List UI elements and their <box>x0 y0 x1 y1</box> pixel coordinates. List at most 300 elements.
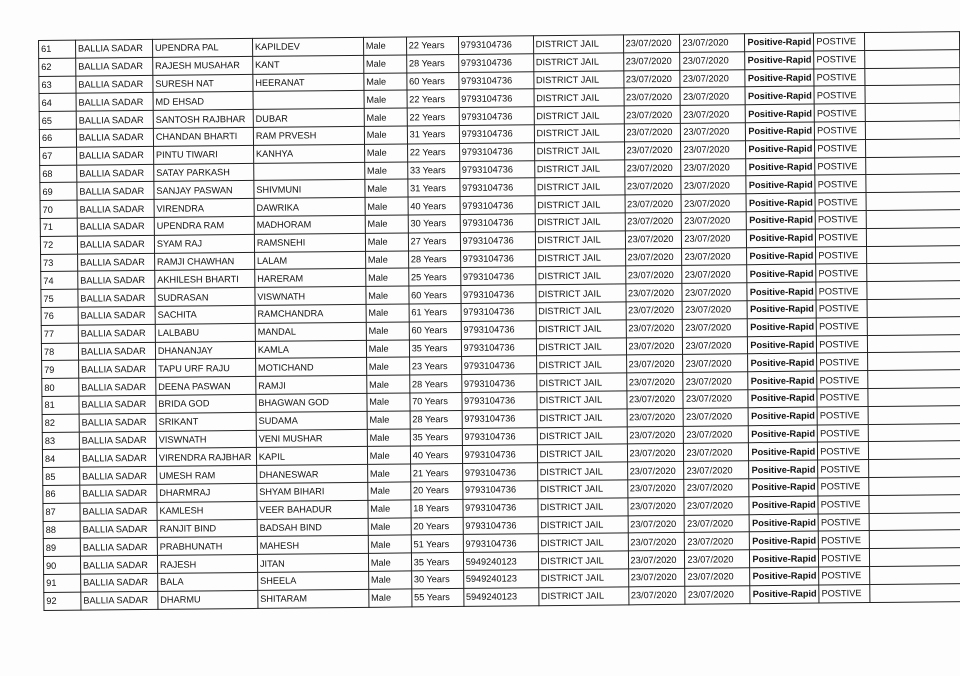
block-cell: BALLIA SADAR <box>79 395 156 414</box>
result-cell: POSTIVE <box>818 513 869 531</box>
serial-number-cell: 72 <box>40 236 77 254</box>
age-cell: 35 Years <box>411 553 463 571</box>
sample-date-cell: 23/07/2020 <box>627 408 684 426</box>
father-name-cell: HARERAM <box>255 269 366 288</box>
address-cell: DISTRICT JAIL <box>538 569 628 588</box>
empty-cell <box>869 494 960 513</box>
result-cell: POSTIVE <box>816 228 867 246</box>
age-cell: 60 Years <box>409 321 461 339</box>
mobile-cell: 9793104736 <box>462 427 537 446</box>
block-cell: BALLIA SADAR <box>81 591 158 610</box>
serial-number-cell: 67 <box>40 147 77 165</box>
sample-date-cell: 23/07/2020 <box>625 248 682 266</box>
gender-cell: Male <box>366 286 409 304</box>
empty-cell <box>868 370 960 389</box>
serial-number-cell: 74 <box>41 271 78 289</box>
father-name-cell: HEERANAT <box>253 73 364 92</box>
block-cell: BALLIA SADAR <box>78 342 155 361</box>
gender-cell: Male <box>365 268 408 286</box>
mobile-cell: 9793104736 <box>461 374 536 393</box>
age-cell: 22 Years <box>407 108 459 126</box>
age-cell: 25 Years <box>408 268 460 286</box>
block-cell: BALLIA SADAR <box>77 182 154 201</box>
father-name-cell: KAMLA <box>255 340 366 359</box>
test-type-cell: Positive-Rapid <box>750 514 819 532</box>
name-cell: VISWNATH <box>156 430 256 449</box>
address-cell: DISTRICT JAIL <box>536 302 626 321</box>
test-type-cell: Positive-Rapid <box>748 353 817 371</box>
block-cell: BALLIA SADAR <box>77 164 154 183</box>
sample-date-cell: 23/07/2020 <box>623 88 680 106</box>
mobile-cell: 9793104736 <box>460 214 535 233</box>
age-cell: 28 Years <box>408 250 460 268</box>
result-date-cell: 23/07/2020 <box>682 265 747 283</box>
result-date-cell: 23/07/2020 <box>681 140 746 158</box>
sample-date-cell: 23/07/2020 <box>624 141 681 159</box>
result-date-cell: 23/07/2020 <box>680 69 745 87</box>
gender-cell: Male <box>369 589 412 607</box>
sample-date-cell: 23/07/2020 <box>628 568 685 586</box>
empty-cell <box>866 138 960 157</box>
address-cell: DISTRICT JAIL <box>533 35 623 54</box>
address-cell: DISTRICT JAIL <box>535 213 625 232</box>
gender-cell: Male <box>366 339 409 357</box>
address-cell: DISTRICT JAIL <box>536 320 626 339</box>
block-cell: BALLIA SADAR <box>79 413 156 432</box>
block-cell: BALLIA SADAR <box>80 467 157 486</box>
mobile-cell: 5949240123 <box>463 552 538 571</box>
block-cell: BALLIA SADAR <box>77 217 154 236</box>
block-cell: BALLIA SADAR <box>80 520 157 539</box>
mobile-cell: 9793104736 <box>460 249 535 268</box>
result-date-cell: 23/07/2020 <box>684 496 749 514</box>
name-cell: DHARMU <box>158 590 258 609</box>
gender-cell: Male <box>365 197 408 215</box>
test-type-cell: Positive-Rapid <box>746 140 815 158</box>
name-cell: RAJESH MUSAHAR <box>153 56 253 75</box>
block-cell: BALLIA SADAR <box>80 538 157 557</box>
result-cell: POSTIVE <box>817 371 868 389</box>
block-cell: BALLIA SADAR <box>76 93 153 112</box>
gender-cell: Male <box>367 411 410 429</box>
empty-cell <box>865 67 960 86</box>
name-cell: UMESH RAM <box>156 466 256 485</box>
mobile-cell: 9793104736 <box>462 409 537 428</box>
name-cell: LALBABU <box>155 323 255 342</box>
address-cell: DISTRICT JAIL <box>535 284 625 303</box>
result-date-cell: 23/07/2020 <box>685 585 750 603</box>
result-cell: POSTIVE <box>817 388 868 406</box>
mobile-cell: 9793104736 <box>459 107 534 126</box>
result-cell: POSTIVE <box>816 282 867 300</box>
result-cell: POSTIVE <box>819 531 870 549</box>
empty-cell <box>869 459 960 478</box>
test-type-cell: Positive-Rapid <box>748 407 817 425</box>
sample-date-cell: 23/07/2020 <box>624 123 681 141</box>
mobile-cell: 9793104736 <box>459 125 534 144</box>
block-cell: BALLIA SADAR <box>76 146 153 165</box>
father-name-cell: DUBAR <box>253 109 364 128</box>
result-date-cell: 23/07/2020 <box>681 105 746 123</box>
result-date-cell: 23/07/2020 <box>683 318 748 336</box>
father-name-cell: VEER BAHADUR <box>257 500 368 519</box>
age-cell: 20 Years <box>411 517 463 535</box>
gender-cell: Male <box>365 233 408 251</box>
age-cell: 31 Years <box>408 179 460 197</box>
gender-cell: Male <box>366 375 409 393</box>
name-cell: SRIKANT <box>156 412 256 431</box>
sample-date-cell: 23/07/2020 <box>625 195 682 213</box>
empty-cell <box>870 566 960 585</box>
gender-cell: Male <box>366 322 409 340</box>
block-cell: BALLIA SADAR <box>79 449 156 468</box>
father-name-cell: SHIVMUNI <box>254 180 365 199</box>
father-name-cell: RAMSNEHI <box>254 233 365 252</box>
test-type-cell: Positive-Rapid <box>748 336 817 354</box>
father-name-cell: MOTICHAND <box>255 358 366 377</box>
result-cell: POSTIVE <box>814 68 865 86</box>
empty-cell <box>865 32 960 51</box>
block-cell: BALLIA SADAR <box>76 111 153 130</box>
result-date-cell: 23/07/2020 <box>681 194 746 212</box>
test-type-cell: Positive-Rapid <box>745 51 814 69</box>
mobile-cell: 9793104736 <box>460 267 535 286</box>
result-cell: POSTIVE <box>818 460 869 478</box>
result-date-cell: 23/07/2020 <box>680 87 745 105</box>
result-cell: POSTIVE <box>819 566 870 584</box>
test-type-cell: Positive-Rapid <box>746 175 815 193</box>
sample-date-cell: 23/07/2020 <box>628 550 685 568</box>
block-cell: BALLIA SADAR <box>76 75 153 94</box>
mobile-cell: 5949240123 <box>463 587 538 606</box>
age-cell: 30 Years <box>411 570 463 588</box>
serial-number-cell: 61 <box>39 40 76 58</box>
result-date-cell: 23/07/2020 <box>683 372 748 390</box>
address-cell: DISTRICT JAIL <box>536 373 626 392</box>
address-cell: DISTRICT JAIL <box>536 337 626 356</box>
father-name-cell: RAM PRVESH <box>253 126 364 145</box>
address-cell: DISTRICT JAIL <box>538 587 628 606</box>
age-cell: 23 Years <box>409 357 461 375</box>
test-type-cell: Positive-Rapid <box>745 33 814 51</box>
father-name-cell: SHYAM BIHARI <box>257 482 368 501</box>
empty-cell <box>867 281 960 300</box>
block-cell: BALLIA SADAR <box>75 39 152 58</box>
serial-number-cell: 83 <box>42 432 79 450</box>
result-cell: POSTIVE <box>814 86 865 104</box>
address-cell: DISTRICT JAIL <box>538 498 628 517</box>
serial-number-cell: 64 <box>39 94 76 112</box>
sample-date-cell: 23/07/2020 <box>626 372 683 390</box>
test-type-cell: Positive-Rapid <box>750 549 819 567</box>
serial-number-cell: 80 <box>42 378 79 396</box>
sample-date-cell: 23/07/2020 <box>625 283 682 301</box>
serial-number-cell: 85 <box>43 467 80 485</box>
sample-date-cell: 23/07/2020 <box>625 230 682 248</box>
block-cell: BALLIA SADAR <box>77 200 154 219</box>
age-cell: 28 Years <box>406 54 458 72</box>
name-cell: SYAM RAJ <box>154 234 254 253</box>
address-cell: DISTRICT JAIL <box>536 355 626 374</box>
result-cell: POSTIVE <box>815 193 866 211</box>
father-name-cell: KANT <box>253 55 364 74</box>
test-type-cell: Positive-Rapid <box>748 371 817 389</box>
age-cell: 35 Years <box>409 339 461 357</box>
result-date-cell: 23/07/2020 <box>684 461 749 479</box>
address-cell: DISTRICT JAIL <box>534 159 624 178</box>
age-cell: 28 Years <box>410 410 462 428</box>
result-cell: POSTIVE <box>818 495 869 513</box>
father-name-cell <box>253 91 364 110</box>
name-cell: UPENDRA RAM <box>154 216 254 235</box>
block-cell: BALLIA SADAR <box>76 57 153 76</box>
gender-cell: Male <box>364 108 407 126</box>
empty-cell <box>868 334 960 353</box>
name-cell: SURESH NAT <box>153 74 253 93</box>
empty-cell <box>867 299 960 318</box>
age-cell: 40 Years <box>408 197 460 215</box>
test-type-cell: Positive-Rapid <box>750 567 819 585</box>
serial-number-cell: 90 <box>43 556 80 574</box>
mobile-cell: 9793104736 <box>461 285 536 304</box>
age-cell: 22 Years <box>406 36 458 54</box>
address-cell: DISTRICT JAIL <box>536 391 626 410</box>
sample-date-cell: 23/07/2020 <box>624 177 681 195</box>
empty-cell <box>867 227 960 246</box>
serial-number-cell: 78 <box>41 343 78 361</box>
sample-date-cell: 23/07/2020 <box>627 461 684 479</box>
empty-cell <box>870 548 960 567</box>
result-cell: POSTIVE <box>819 584 870 602</box>
empty-cell <box>869 512 960 531</box>
gender-cell: Male <box>368 553 411 571</box>
mobile-cell: 9793104736 <box>460 232 535 251</box>
serial-number-cell: 76 <box>41 307 78 325</box>
gender-cell: Male <box>365 251 408 269</box>
result-date-cell: 23/07/2020 <box>682 229 747 247</box>
name-cell: RAJESH <box>157 555 257 574</box>
sample-date-cell: 23/07/2020 <box>626 337 683 355</box>
mobile-cell: 9793104736 <box>463 498 538 517</box>
sample-date-cell: 23/07/2020 <box>623 70 680 88</box>
age-cell: 31 Years <box>407 125 459 143</box>
block-cell: BALLIA SADAR <box>79 431 156 450</box>
sample-date-cell: 23/07/2020 <box>624 159 681 177</box>
result-date-cell: 23/07/2020 <box>685 532 750 550</box>
gender-cell: Male <box>367 428 410 446</box>
father-name-cell: JITAN <box>257 553 368 572</box>
block-cell: BALLIA SADAR <box>81 573 158 592</box>
empty-cell <box>866 192 960 211</box>
sample-date-cell: 23/07/2020 <box>625 266 682 284</box>
address-cell: DISTRICT JAIL <box>534 124 624 143</box>
mobile-cell: 5949240123 <box>463 570 538 589</box>
test-type-cell: Positive-Rapid <box>749 478 818 496</box>
empty-cell <box>868 423 960 442</box>
serial-number-cell: 89 <box>43 538 80 556</box>
result-date-cell: 23/07/2020 <box>681 158 746 176</box>
gender-cell: Male <box>368 500 411 518</box>
father-name-cell: DAWRIKA <box>254 198 365 217</box>
sample-date-cell: 23/07/2020 <box>627 426 684 444</box>
father-name-cell: VISWNATH <box>255 287 366 306</box>
result-cell: POSTIVE <box>816 246 867 264</box>
name-cell: PINTU TIWARI <box>153 145 253 164</box>
empty-cell <box>868 388 960 407</box>
age-cell: 21 Years <box>410 464 462 482</box>
gender-cell: Male <box>365 215 408 233</box>
block-cell: BALLIA SADAR <box>78 360 155 379</box>
test-type-cell: Positive-Rapid <box>747 300 816 318</box>
serial-number-cell: 82 <box>42 414 79 432</box>
mobile-cell: 9793104736 <box>459 160 534 179</box>
mobile-cell: 9793104736 <box>461 356 536 375</box>
result-cell: POSTIVE <box>818 477 869 495</box>
name-cell: VIRENDRA <box>154 199 254 218</box>
empty-cell <box>866 121 960 140</box>
sample-date-cell: 23/07/2020 <box>626 319 683 337</box>
name-cell: DEENA PASWAN <box>156 377 256 396</box>
result-cell: POSTIVE <box>815 122 866 140</box>
mobile-cell: 9793104736 <box>463 534 538 553</box>
block-cell: BALLIA SADAR <box>80 555 157 574</box>
sample-date-cell: 23/07/2020 <box>627 444 684 462</box>
serial-number-cell: 87 <box>43 503 80 521</box>
gender-cell: Male <box>367 446 410 464</box>
mobile-cell: 9793104736 <box>463 516 538 535</box>
age-cell: 22 Years <box>407 90 459 108</box>
father-name-cell: LALAM <box>254 251 365 270</box>
sample-date-cell: 23/07/2020 <box>628 586 685 604</box>
age-cell: 33 Years <box>407 161 459 179</box>
father-name-cell: SUDAMA <box>256 411 367 430</box>
test-type-cell: Positive-Rapid <box>745 86 814 104</box>
gender-cell: Male <box>366 357 409 375</box>
sample-date-cell: 23/07/2020 <box>625 212 682 230</box>
age-cell: 35 Years <box>410 428 462 446</box>
empty-cell <box>867 263 960 282</box>
father-name-cell: MADHORAM <box>254 215 365 234</box>
test-type-cell: Positive-Rapid <box>747 247 816 265</box>
result-date-cell: 23/07/2020 <box>684 407 749 425</box>
result-date-cell: 23/07/2020 <box>684 443 749 461</box>
result-date-cell: 23/07/2020 <box>683 354 748 372</box>
serial-number-cell: 86 <box>43 485 80 503</box>
age-cell: 18 Years <box>411 499 463 517</box>
father-name-cell: RAMCHANDRA <box>255 304 366 323</box>
empty-cell <box>866 156 960 175</box>
empty-cell <box>865 103 960 122</box>
result-date-cell: 23/07/2020 <box>681 176 746 194</box>
age-cell: 20 Years <box>410 481 462 499</box>
address-cell: DISTRICT JAIL <box>537 444 627 463</box>
empty-cell <box>866 174 960 193</box>
gender-cell: Male <box>364 126 407 144</box>
test-type-cell: Positive-Rapid <box>747 282 816 300</box>
name-cell: KAMLESH <box>157 501 257 520</box>
result-cell: POSTIVE <box>816 317 867 335</box>
mobile-cell: 9793104736 <box>461 303 536 322</box>
name-cell: SUDRASAN <box>155 288 255 307</box>
age-cell: 27 Years <box>408 232 460 250</box>
table-body <box>39 32 960 610</box>
sample-date-cell: 23/07/2020 <box>626 355 683 373</box>
name-cell: PRABHUNATH <box>157 537 257 556</box>
result-cell: POSTIVE <box>814 33 865 51</box>
name-cell: MD EHSAD <box>153 92 253 111</box>
mobile-cell: 9793104736 <box>459 89 534 108</box>
address-cell: DISTRICT JAIL <box>534 88 624 107</box>
father-name-cell: KANHYA <box>253 144 364 163</box>
mobile-cell: 9793104736 <box>459 143 534 162</box>
name-cell: VIRENDRA RAJBHAR <box>156 448 256 467</box>
mobile-cell: 9793104736 <box>458 36 533 55</box>
serial-number-cell: 66 <box>39 129 76 147</box>
block-cell: BALLIA SADAR <box>78 306 155 325</box>
father-name-cell: BADSAH BIND <box>257 518 368 537</box>
age-cell: 28 Years <box>409 375 461 393</box>
father-name-cell: KAPIL <box>256 447 367 466</box>
address-cell: DISTRICT JAIL <box>535 195 625 214</box>
gender-cell: Male <box>368 571 411 589</box>
test-type-cell: Positive-Rapid <box>749 425 818 443</box>
result-date-cell: 23/07/2020 <box>685 568 750 586</box>
serial-number-cell: 62 <box>39 58 76 76</box>
block-cell: BALLIA SADAR <box>78 271 155 290</box>
test-type-cell: Positive-Rapid <box>746 193 815 211</box>
serial-number-cell: 88 <box>43 521 80 539</box>
patient-list-table <box>38 31 960 610</box>
sample-date-cell: 23/07/2020 <box>627 497 684 515</box>
result-cell: POSTIVE <box>816 300 867 318</box>
gender-cell: Male <box>364 73 407 91</box>
serial-number-cell: 92 <box>44 592 81 610</box>
age-cell: 70 Years <box>410 392 462 410</box>
mobile-cell: 9793104736 <box>462 392 537 411</box>
mobile-cell: 9793104736 <box>461 338 536 357</box>
serial-number-cell: 79 <box>42 360 79 378</box>
name-cell: UPENDRA PAL <box>152 38 252 57</box>
address-cell: DISTRICT JAIL <box>537 480 627 499</box>
father-name-cell: SHEELA <box>257 571 368 590</box>
mobile-cell: 9793104736 <box>462 481 537 500</box>
result-date-cell: 23/07/2020 <box>683 336 748 354</box>
serial-number-cell: 81 <box>42 396 79 414</box>
address-cell: DISTRICT JAIL <box>533 70 623 89</box>
test-type-cell: Positive-Rapid <box>748 389 817 407</box>
empty-cell <box>868 352 960 371</box>
name-cell: RANJIT BIND <box>157 519 257 538</box>
result-cell: POSTIVE <box>814 104 865 122</box>
test-type-cell: Positive-Rapid <box>748 318 817 336</box>
age-cell: 51 Years <box>411 535 463 553</box>
result-date-cell: 23/07/2020 <box>682 283 747 301</box>
test-type-cell: Positive-Rapid <box>747 211 816 229</box>
block-cell: BALLIA SADAR <box>80 484 157 503</box>
age-cell: 40 Years <box>410 446 462 464</box>
mobile-cell: 9793104736 <box>462 463 537 482</box>
result-date-cell: 23/07/2020 <box>683 390 748 408</box>
father-name-cell: BHAGWAN GOD <box>256 393 367 412</box>
address-cell: DISTRICT JAIL <box>538 551 628 570</box>
address-cell: DISTRICT JAIL <box>537 462 627 481</box>
mobile-cell: 9793104736 <box>458 54 533 73</box>
serial-number-cell: 65 <box>39 111 76 129</box>
father-name-cell: RAMJI <box>256 376 367 395</box>
gender-cell: Male <box>367 464 410 482</box>
result-date-cell: 23/07/2020 <box>680 34 745 52</box>
empty-cell <box>867 316 960 335</box>
